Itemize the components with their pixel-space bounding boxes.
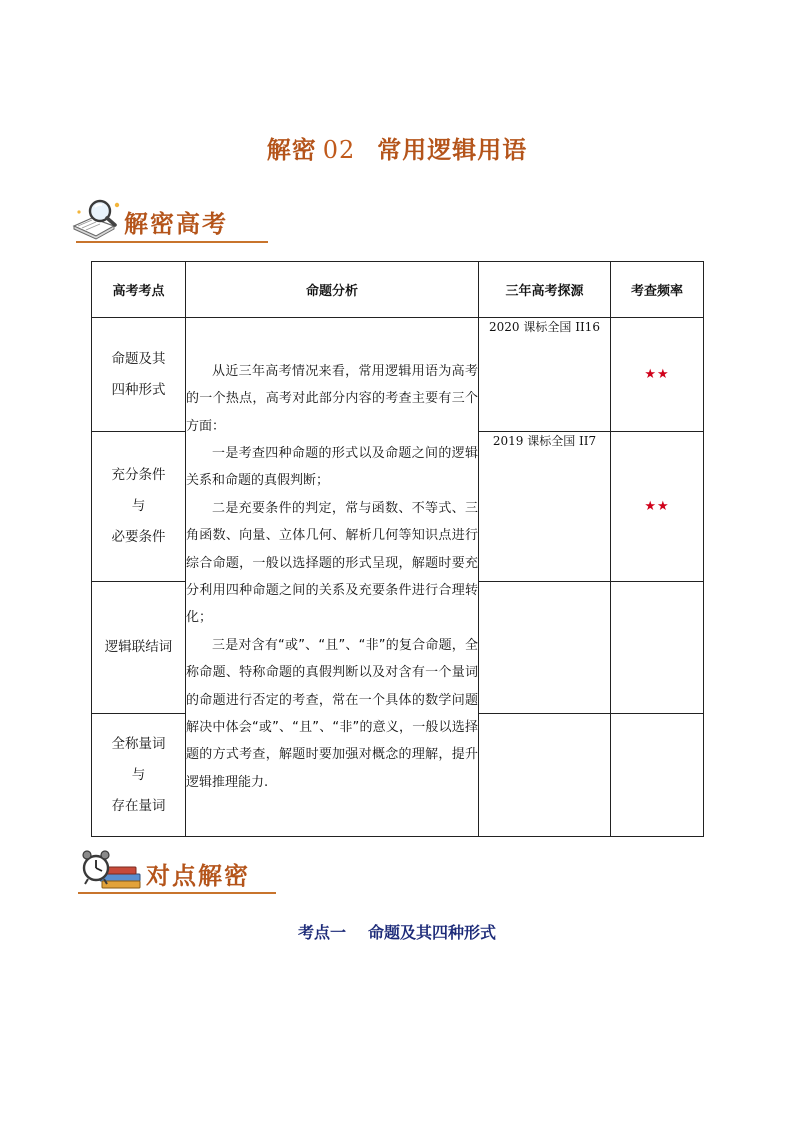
frequency-stars: ★★ <box>611 318 704 432</box>
topic-cell <box>92 582 186 714</box>
title-number: 02 <box>322 136 356 164</box>
magnifier-book-icon <box>70 196 124 242</box>
header-source: 三年高考探源 <box>479 262 611 318</box>
subheading-text: 命题及其四种形式 <box>368 923 497 942</box>
topic-subheading <box>0 920 794 943</box>
topic-line: 与 <box>131 766 146 783</box>
analysis-cell <box>186 318 479 837</box>
section-label-duidian: 对点解密 <box>146 862 250 890</box>
section-label-gaokao: 解密高考 <box>124 210 228 238</box>
exam-analysis-table <box>91 261 704 837</box>
alarm-clock-books-icon <box>78 846 144 892</box>
source-cell: 2019 课标全国 II7 <box>479 432 611 582</box>
topic-line: 四种形式 <box>111 381 166 398</box>
table-header-row <box>92 262 704 318</box>
analysis-paragraph: 一是考查四种命题的形式以及命题之间的逻辑关系和命题的真假判断； <box>186 445 478 489</box>
header-topic: 高考考点 <box>92 262 186 318</box>
topic-line: 充分条件 <box>111 467 166 483</box>
section-rule <box>76 241 268 243</box>
source-cell <box>479 582 611 714</box>
topic-line: 与 <box>131 498 146 514</box>
topic-cell <box>92 714 186 837</box>
section-header-duidian <box>78 846 278 896</box>
analysis-paragraph: 二是充要条件的判定，常与函数、不等式、三角函数、向量、立体几何、解析几何等知识点进行综合命题，一般以选择题的形式呈现，解题时要充分利用四种命题之间的关系及充要条件进行合理转化； <box>186 500 478 626</box>
topic-line: 存在量词 <box>111 797 166 814</box>
page-title <box>0 130 794 165</box>
header-analysis: 命题分析 <box>186 262 479 318</box>
topic-line: 命题及其 <box>111 350 166 367</box>
topic-line: 必要条件 <box>111 529 166 545</box>
source-cell: 2020 课标全国 II16 <box>479 318 611 432</box>
title-text: 常用逻辑用语 <box>377 136 528 164</box>
topic-line: 全称量词 <box>111 735 166 752</box>
topic-cell <box>92 318 186 432</box>
section-rule <box>78 892 276 894</box>
table-row <box>92 318 704 432</box>
topic-line: 逻辑联结词 <box>104 639 173 655</box>
frequency-stars <box>611 714 704 837</box>
section-header-gaokao <box>70 196 270 246</box>
topic-cell <box>92 432 186 582</box>
title-prefix: 解密 <box>266 136 317 164</box>
analysis-paragraph: 三是对含有“或”、“且”、“非”的复合命题，全称命题、特称命题的真假判断以及对含有一个量词的命题进行否定的考查，常在一个具体的数学问题解决中体会“或”、“且”、“非”的意义，一般以选择题的方式考查，解题时要加强对概念的理解，提升逻辑推理能力. <box>186 637 478 790</box>
analysis-paragraph: 从近三年高考情况来看，常用逻辑用语为高考的一个热点，高考对此部分内容的考查主要有三个方面： <box>186 363 478 434</box>
frequency-stars <box>611 582 704 714</box>
source-cell <box>479 714 611 837</box>
header-frequency: 考查频率 <box>611 262 704 318</box>
frequency-stars: ★★ <box>611 432 704 582</box>
subheading-prefix: 考点一 <box>297 923 346 942</box>
